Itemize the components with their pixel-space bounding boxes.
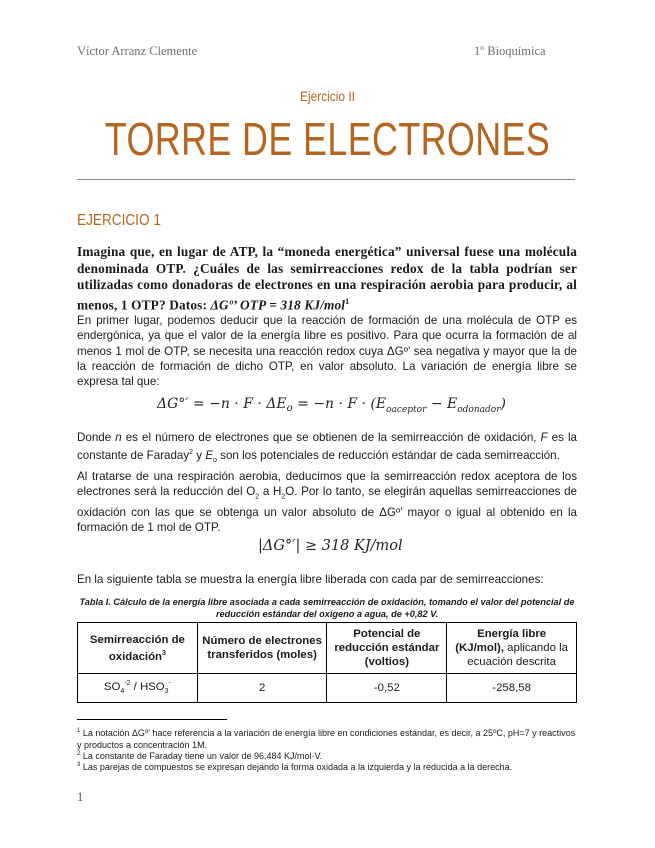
eq1-donor: donador: [462, 405, 501, 415]
table-caption: Tabla I. Cálculo de la energía libre asociada a cada semirreacción de oxidación, tomando el valor del potencial de reducción estándar del oxígeno a agua, de +0,82 V.: [79, 597, 575, 619]
th-energy-bold: Energía libre (KJ/mol),: [455, 628, 547, 654]
pair-b-sub: 3: [164, 688, 169, 696]
cell-energy: -258,58: [447, 674, 577, 703]
footnote-3-text: Las parejas de compuestos se expresan dejando la forma oxidada a la izquierda y la reducida a la derecha.: [80, 762, 513, 772]
p3-text-c: O. Por lo tanto, se elegirán aquellas semirreacciones de oxidación con las que se obtenga un valor absoluto de ΔGº’ mayor o igual al obtenido en la formación de 1 mol de OTP.: [77, 485, 577, 535]
footnote-ref-3: 3: [162, 649, 166, 657]
page-title: TORRE DE ELECTRONES: [104, 113, 551, 165]
th-oxidation-text: Semirreacción de oxidación: [89, 633, 185, 663]
th-energy-rest: aplicando la ecuación descrita: [467, 642, 568, 668]
equation-inequality: |ΔG°′| ≥ 318 KJ/mol: [258, 538, 403, 554]
eq1-lhs: ΔG°′ = −n · F · ΔE: [157, 396, 287, 412]
pair-b-sup: -: [168, 680, 171, 687]
footnote-divider: [77, 719, 227, 720]
pair-a-sub: 4: [120, 688, 125, 696]
table-row: [78, 674, 577, 703]
o2-subscript: 2: [255, 493, 260, 501]
cell-electrons: 2: [197, 674, 327, 703]
question-paragraph: [77, 244, 577, 313]
footnote-ref-1: 1: [345, 296, 350, 306]
p2-var-n: n: [115, 431, 122, 444]
header-course: 1º Bioquímica: [474, 44, 546, 58]
p2-text-d: y: [193, 449, 206, 463]
question-text: Imagina que, en lugar de ATP, la “moneda energética” universal fuese una molécula denominada OTP. ¿Cuáles de las semirreacciones redox de la tabla podrían ser utilizadas como donadoras de electrones en una respiración aerobia para producir, al menos, 1 OTP? Datos:: [77, 244, 577, 312]
paragraph-1: En primer lugar, podemos deducir que la reacción de formación de una molécula de OTP es endergónica, ya que el valor de la energía libre es positivo. Para que ocurra la formación de al menos 1 mol de OTP, se necesita una reacción redox cuya ΔGº’ sea negativa y mayor que la de la reacción de formación de dicho OTP, en valor absoluto. La variación de energía libre se expresa tal que:: [77, 314, 577, 389]
exercise-label: Ejercicio II: [300, 88, 355, 104]
eq1-mid: = −n · F · (E: [292, 396, 387, 412]
th-oxidation: [78, 623, 198, 674]
p2-var-f: F: [540, 431, 548, 444]
p2-text-b: es el número de electrones que se obtienen de la semirreacción de oxidación,: [121, 431, 541, 444]
footnote-1-mark: 1: [77, 728, 81, 734]
table-header-row: [78, 623, 577, 674]
cell-potential: -0,52: [327, 674, 447, 703]
page-number: 1: [77, 790, 84, 804]
p2-text-c: es la constante de Faraday: [77, 431, 577, 463]
th-electrons: Número de electrones transferidos (moles): [197, 623, 327, 674]
cell-pair: [78, 674, 198, 703]
eq1-close: ): [500, 396, 506, 412]
equation-delta-g: $\Delta G^\circ' = -n \cdot F \cdot \Delta E_o = -n \cdot F \cdot (E_{oaceptor} - E_{odonador})$: [157, 396, 506, 415]
section-heading: EJERCICIO 1: [77, 212, 161, 229]
h2o-subscript: 2: [281, 493, 286, 501]
p3-text-b: a H: [259, 485, 282, 499]
p2-text-a: Donde: [77, 431, 116, 444]
footnote-1-text: La notación ΔGº’ hace referencia a la variación de energía libre en condiciones estándar, es decir, a 25ºC, pH=7 y reactivos y productos a concentración 1M.: [77, 728, 576, 750]
free-energy-table: [77, 622, 577, 703]
title-divider: [77, 179, 575, 180]
th-energy: [447, 623, 577, 674]
paragraph-2: Donde n es el número de electrones que se obtienen de la semirreacción de oxidación, F es la constante de Faraday$^2$ y $E_o$ son los potenciales de reducción estándar de cada semirreacción.: [77, 431, 577, 465]
eq1-acceptor: aceptor: [391, 405, 427, 415]
eq1-minus: − E: [426, 396, 458, 412]
p2-text-e: son los potenciales de reducción estándar de cada semirreacción.: [216, 449, 560, 463]
table-intro: En la siguiente tabla se muestra la energía libre liberada con cada par de semirreacciones:: [77, 573, 544, 586]
question-data-formula: ΔGº’ OTP = 318 KJ/mol: [210, 296, 346, 312]
footnote-3-mark: 3: [77, 762, 81, 768]
pair-sep: / HSO: [130, 680, 165, 693]
footnote-2-mark: 2: [77, 751, 81, 757]
footnote-ref-2: 2: [189, 449, 194, 457]
p2-var-e: E: [205, 449, 214, 463]
pair-a: SO: [103, 680, 121, 693]
header-author: Víctor Arranz Clemente: [77, 44, 198, 58]
footnote-1: [77, 726, 577, 751]
th-potential: Potencial de reducción estándar (voltios): [327, 623, 447, 674]
p3-text-a: Al tratarse de una respiración aerobia, deducimos que la semirreacción redox aceptora de los electrones será la reducción del O: [77, 470, 577, 499]
footnote-3: [77, 760, 577, 774]
pair-a-sup: -2: [124, 680, 131, 687]
footnote-2-text: La constante de Faraday tiene un valor de 96,484 KJ/mol·V.: [80, 751, 323, 761]
paragraph-3: [77, 469, 577, 536]
